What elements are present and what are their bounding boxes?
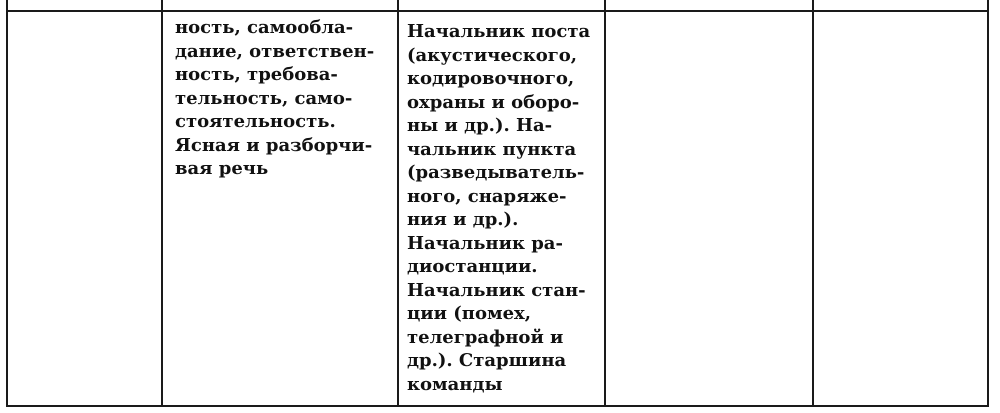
text-line: диостанции. <box>407 256 538 277</box>
text-line: Начальник поста <box>407 21 591 42</box>
column-divider-2 <box>397 0 399 407</box>
text-line: ность, самообла- <box>175 17 354 38</box>
text-line: стоятельность. <box>175 111 336 132</box>
text-line: ного, снаряже- <box>407 185 567 207</box>
cell-column-3-text <box>407 20 590 396</box>
text-line: кодировочного, <box>407 68 575 89</box>
column-divider-1 <box>161 0 163 407</box>
table-right-border <box>987 0 989 407</box>
text-line: дание, ответствен- <box>175 40 375 62</box>
column-divider-3 <box>604 0 606 407</box>
table-top-rule <box>6 10 989 12</box>
text-line: ния и др.). <box>407 209 519 230</box>
text-line: охраны и оборо- <box>407 91 580 113</box>
text-line: др.). Старшина <box>407 350 567 371</box>
text-line: ность, требова- <box>175 64 338 85</box>
text-line: Ясная и разборчи- <box>175 134 373 156</box>
table <box>6 0 989 408</box>
text-line: вая речь <box>175 158 269 179</box>
table-bottom-rule <box>6 405 989 407</box>
text-line: тельность, само- <box>175 87 353 109</box>
table-left-border <box>6 0 8 407</box>
text-line: Начальник стан- <box>407 279 586 301</box>
text-line: (акустического, <box>407 44 578 66</box>
text-line: ции (помех, <box>407 303 532 324</box>
text-line: Начальник ра- <box>407 232 563 254</box>
column-divider-4 <box>812 0 814 407</box>
cell-column-2-text <box>175 16 374 181</box>
text-line: ны и др.). На- <box>407 115 553 136</box>
text-line: (разведыватель- <box>407 162 585 183</box>
text-line: команды <box>407 373 503 395</box>
text-line: чальник пункта <box>407 138 577 160</box>
text-line: телеграфной и <box>407 326 564 348</box>
